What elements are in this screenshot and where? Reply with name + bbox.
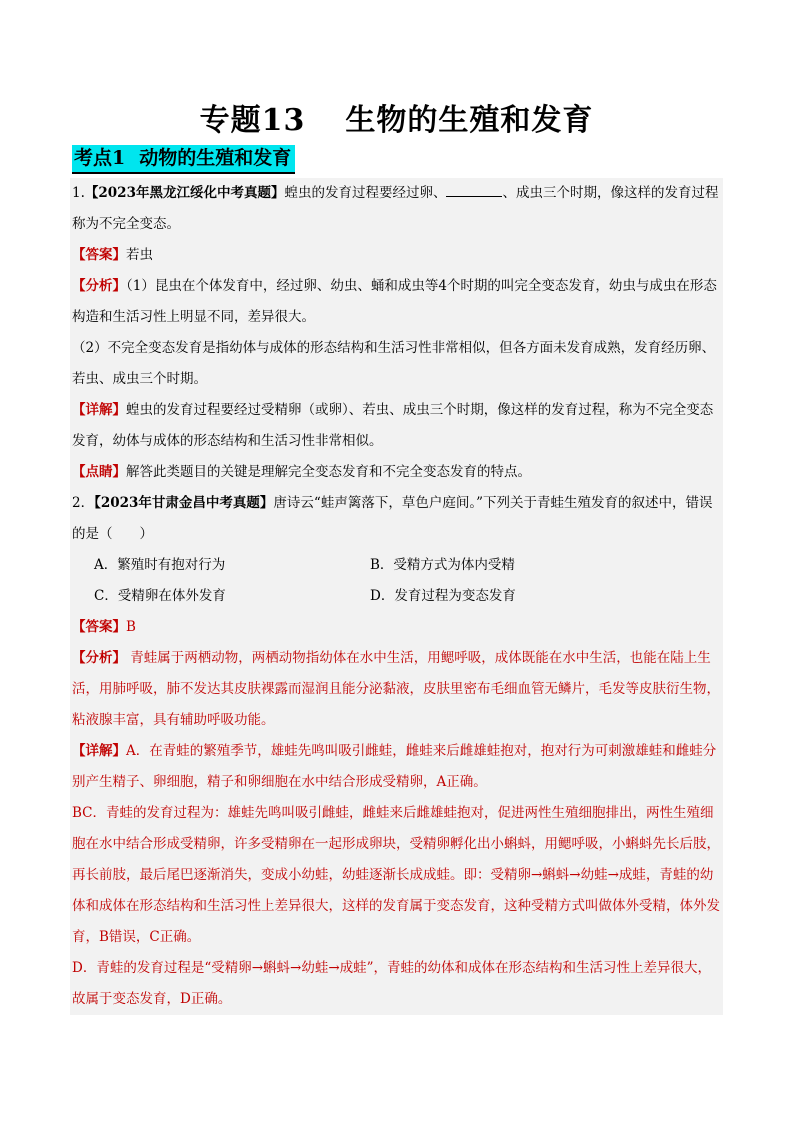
option-b: B．受精方式为体内受精 bbox=[370, 557, 515, 573]
q1-detail: 【详解】蝗虫的发育过程要经过受精卵（或卵）、若虫、成虫三个时期，像这样的发育过程，称为不完全变态发育，幼体与成体的形态结构和生活习性非常相似。 bbox=[72, 402, 714, 449]
q1-answer: 【答案】若虫 bbox=[72, 247, 153, 263]
section-text: 动物的生殖和发育 bbox=[139, 147, 292, 169]
q2-detail-d: D．青蛙的发育过程是“受精卵→蝌蚪→幼蛙→成蛙”，青蛙的幼体和成体在形态结构和生活习性上差异很大，故属于变态发育，D正确。 bbox=[72, 960, 712, 1007]
section-label: 考点1 bbox=[74, 147, 126, 169]
q1-analysis-1: 【分析】（1）昆虫在个体发育中，经过卵、幼虫、蛹和成虫等4个时期的叫完全变态发育，幼虫与成虫在形态构造和生活习性上明显不同，差异很大。 bbox=[72, 278, 717, 325]
q2-detail-bc: BC．青蛙的发育过程为：雄蛙先鸣叫吸引雌蛙，雌蛙来后雌雄蛙抱对，促进两性生殖细胞排出，两性生殖细胞在水中结合形成受精卵，许多受精卵在一起形成卵块，受精卵孵化出小蝌蚪，用鳃呼吸，小蝌蚪先长后肢，再长前肢，最后尾巴逐渐消失，变成小幼蛙，幼蛙逐渐长成成蛙。即：受精卵→蝌蚪→幼蛙→成蛙，青蛙的幼体和成体在形态结构和生活习性上差异很大，这样的发育属于变态发育，这种受精方式叫做体外受精，体外发育，B错误，C正确。 bbox=[72, 805, 720, 945]
q2-analysis: 【分析】 青蛙属于两栖动物，两栖动物指幼体在水中生活，用鳃呼吸，成体既能在水中生活，也能在陆上生活，用肺呼吸，肺不发达其皮肤裸露而湿润且能分泌黏液，皮肤里密布毛细血管无鳞片，毛发等皮肤衍生物，粘液腺丰富，具有辅助呼吸功能。 bbox=[72, 650, 720, 728]
q2-options-row-2 bbox=[70, 581, 723, 612]
option-c: C．受精卵在体外发育 bbox=[94, 588, 226, 604]
q1-source: 【2023年黑龙江绥化中考真题】 bbox=[84, 185, 285, 201]
title-text: 生物的生殖和发育 bbox=[345, 103, 594, 138]
q2-detail-a: 【详解】A．在青蛙的繁殖季节，雄蛙先鸣叫吸引雌蛙，雌蛙来后雌雄蛙抱对，抱对行为可刺激雄蛙和雌蛙分别产生精子、卵细胞，精子和卵细胞在水中结合形成受精卵，A正确。 bbox=[72, 743, 717, 790]
page-title bbox=[0, 95, 793, 139]
q2-source: 【2023年甘肃金昌中考真题】 bbox=[94, 495, 274, 511]
option-d: D．发育过程为变态发育 bbox=[370, 588, 516, 604]
q1-blank bbox=[446, 182, 502, 197]
q2-options-row-1 bbox=[70, 550, 723, 581]
option-a: A．繁殖时有抱对行为 bbox=[94, 557, 226, 573]
title-number: 专题13 bbox=[199, 103, 306, 138]
q2-stem: 2．【2023年甘肃金昌中考真题】唐诗云“蛙声篱落下，草色户庭间。”下列关于青蛙生殖发育的叙述中，错误的是（ ） bbox=[72, 495, 713, 542]
question-body bbox=[70, 178, 723, 1015]
q2-answer: 【答案】B bbox=[72, 619, 136, 635]
section-heading bbox=[72, 145, 295, 174]
q1-stem: 1.【2023年黑龙江绥化中考真题】蝗虫的发育过程要经过卵、 、成虫三个时期，像这样的发育过程称为不完全变态。 bbox=[70, 178, 723, 240]
q1-comment: 【点睛】解答此类题目的关键是理解完全变态发育和不完全变态发育的特点。 bbox=[72, 464, 531, 480]
q1-analysis-2: （2）不完全变态发育是指幼体与成体的形态结构和生活习性非常相似，但各方面未发育成熟，发育经历卵、若虫、成虫三个时期。 bbox=[72, 340, 716, 387]
